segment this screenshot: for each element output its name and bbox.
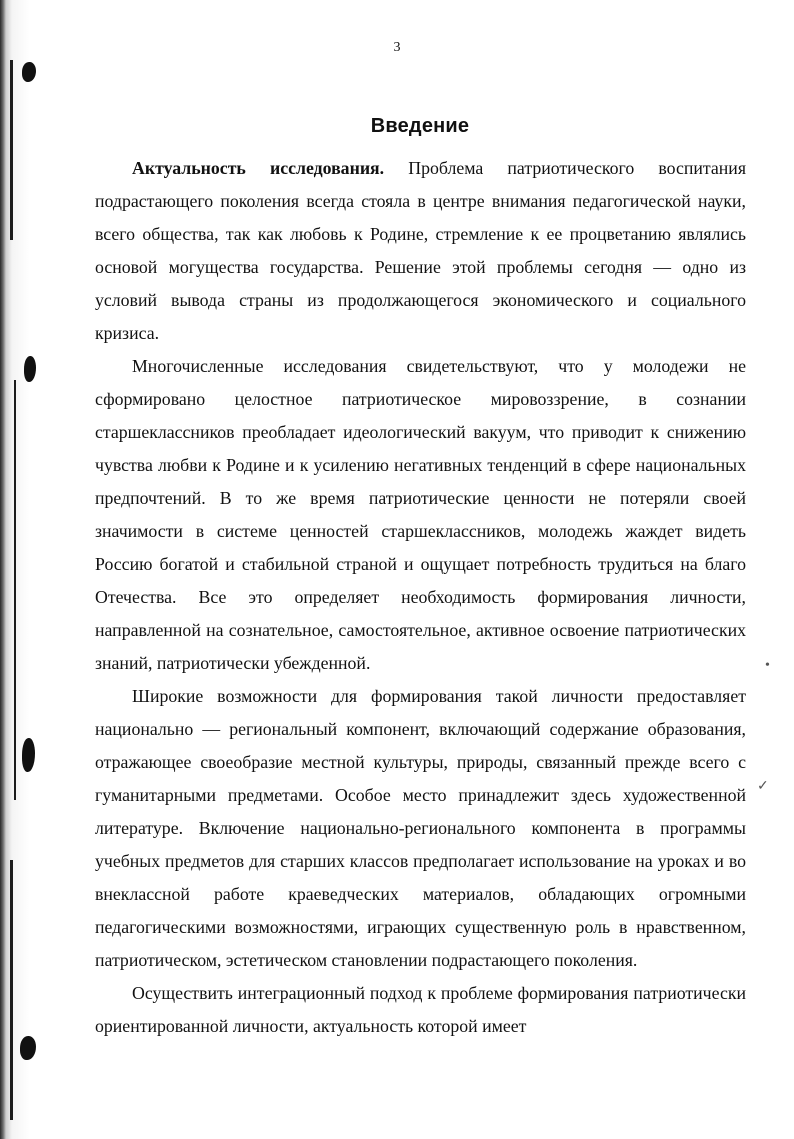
stray-mark: • xyxy=(765,658,770,673)
scan-streak xyxy=(10,60,13,240)
paragraph-text: Проблема патриотического воспитания подрастающего поколения всегда стояла в центре внимания педагогической науки, всего общества, так как любовь к Родине, стремление к ее процветанию являлись основой могущества государства. Решение этой проблемы сегодня — одно из условий вывода страны из продолжающегося экономического и социального кризиса. xyxy=(95,158,746,343)
scan-streak xyxy=(10,860,13,1120)
scan-binding-edge xyxy=(0,0,30,1139)
page-title: Введение xyxy=(370,115,470,137)
paragraph: Многочисленные исследования свидетельствуют, что у молодежи не сформировано целостное патриотическое мировоззрение, в сознании старшеклассников преобладает идеологический вакуум, что приводит к снижению чувства любви к Родине и к усилению негативных тенденций в сфере национальных предпочтений. В то же время патриотические ценности не потеряли своей значимости в системе ценностей старшеклассников, молодежь жаждет видеть Россию богатой и стабильной страной и ощущает потребность трудиться на благо Отечества. Все это определяет необходимость формирования личности, направленной на сознательное, самостоятельное, активное освоение патриотических знаний, патриотически убежденной. xyxy=(95,356,746,673)
paragraph-lead: Актуальность исследования. xyxy=(132,158,385,178)
scan-streak xyxy=(14,380,16,800)
paragraph xyxy=(95,152,746,350)
scan-blot xyxy=(22,62,36,82)
scan-blot xyxy=(20,1036,36,1060)
scan-blot xyxy=(24,356,36,382)
body-text xyxy=(95,152,746,1043)
paragraph: Широкие возможности для формирования такой личности предоставляет национально — региональный компонент, включающий содержание образования, отражающее своеобразие местной культуры, природы, связанный прежде всего с гуманитарными предметами. Особое место принадлежит здесь художественной литературе. Включение национально-регионального компонента в программы учебных предметов для старших классов предполагает использование на уроках и во внеклассной работе краеведческих материалов, обладающих огромными педагогическими возможностями, играющих существенную роль в нравственном, патриотическом, эстетическом становлении подрастающего поколения. xyxy=(95,686,746,970)
page-number: 3 xyxy=(393,40,401,55)
scan-blot xyxy=(22,738,35,772)
stray-mark: ✓ xyxy=(757,779,769,794)
paragraph: Осуществить интеграционный подход к проблеме формирования патриотически ориентированной личности, актуальность которой имеет xyxy=(95,983,746,1036)
